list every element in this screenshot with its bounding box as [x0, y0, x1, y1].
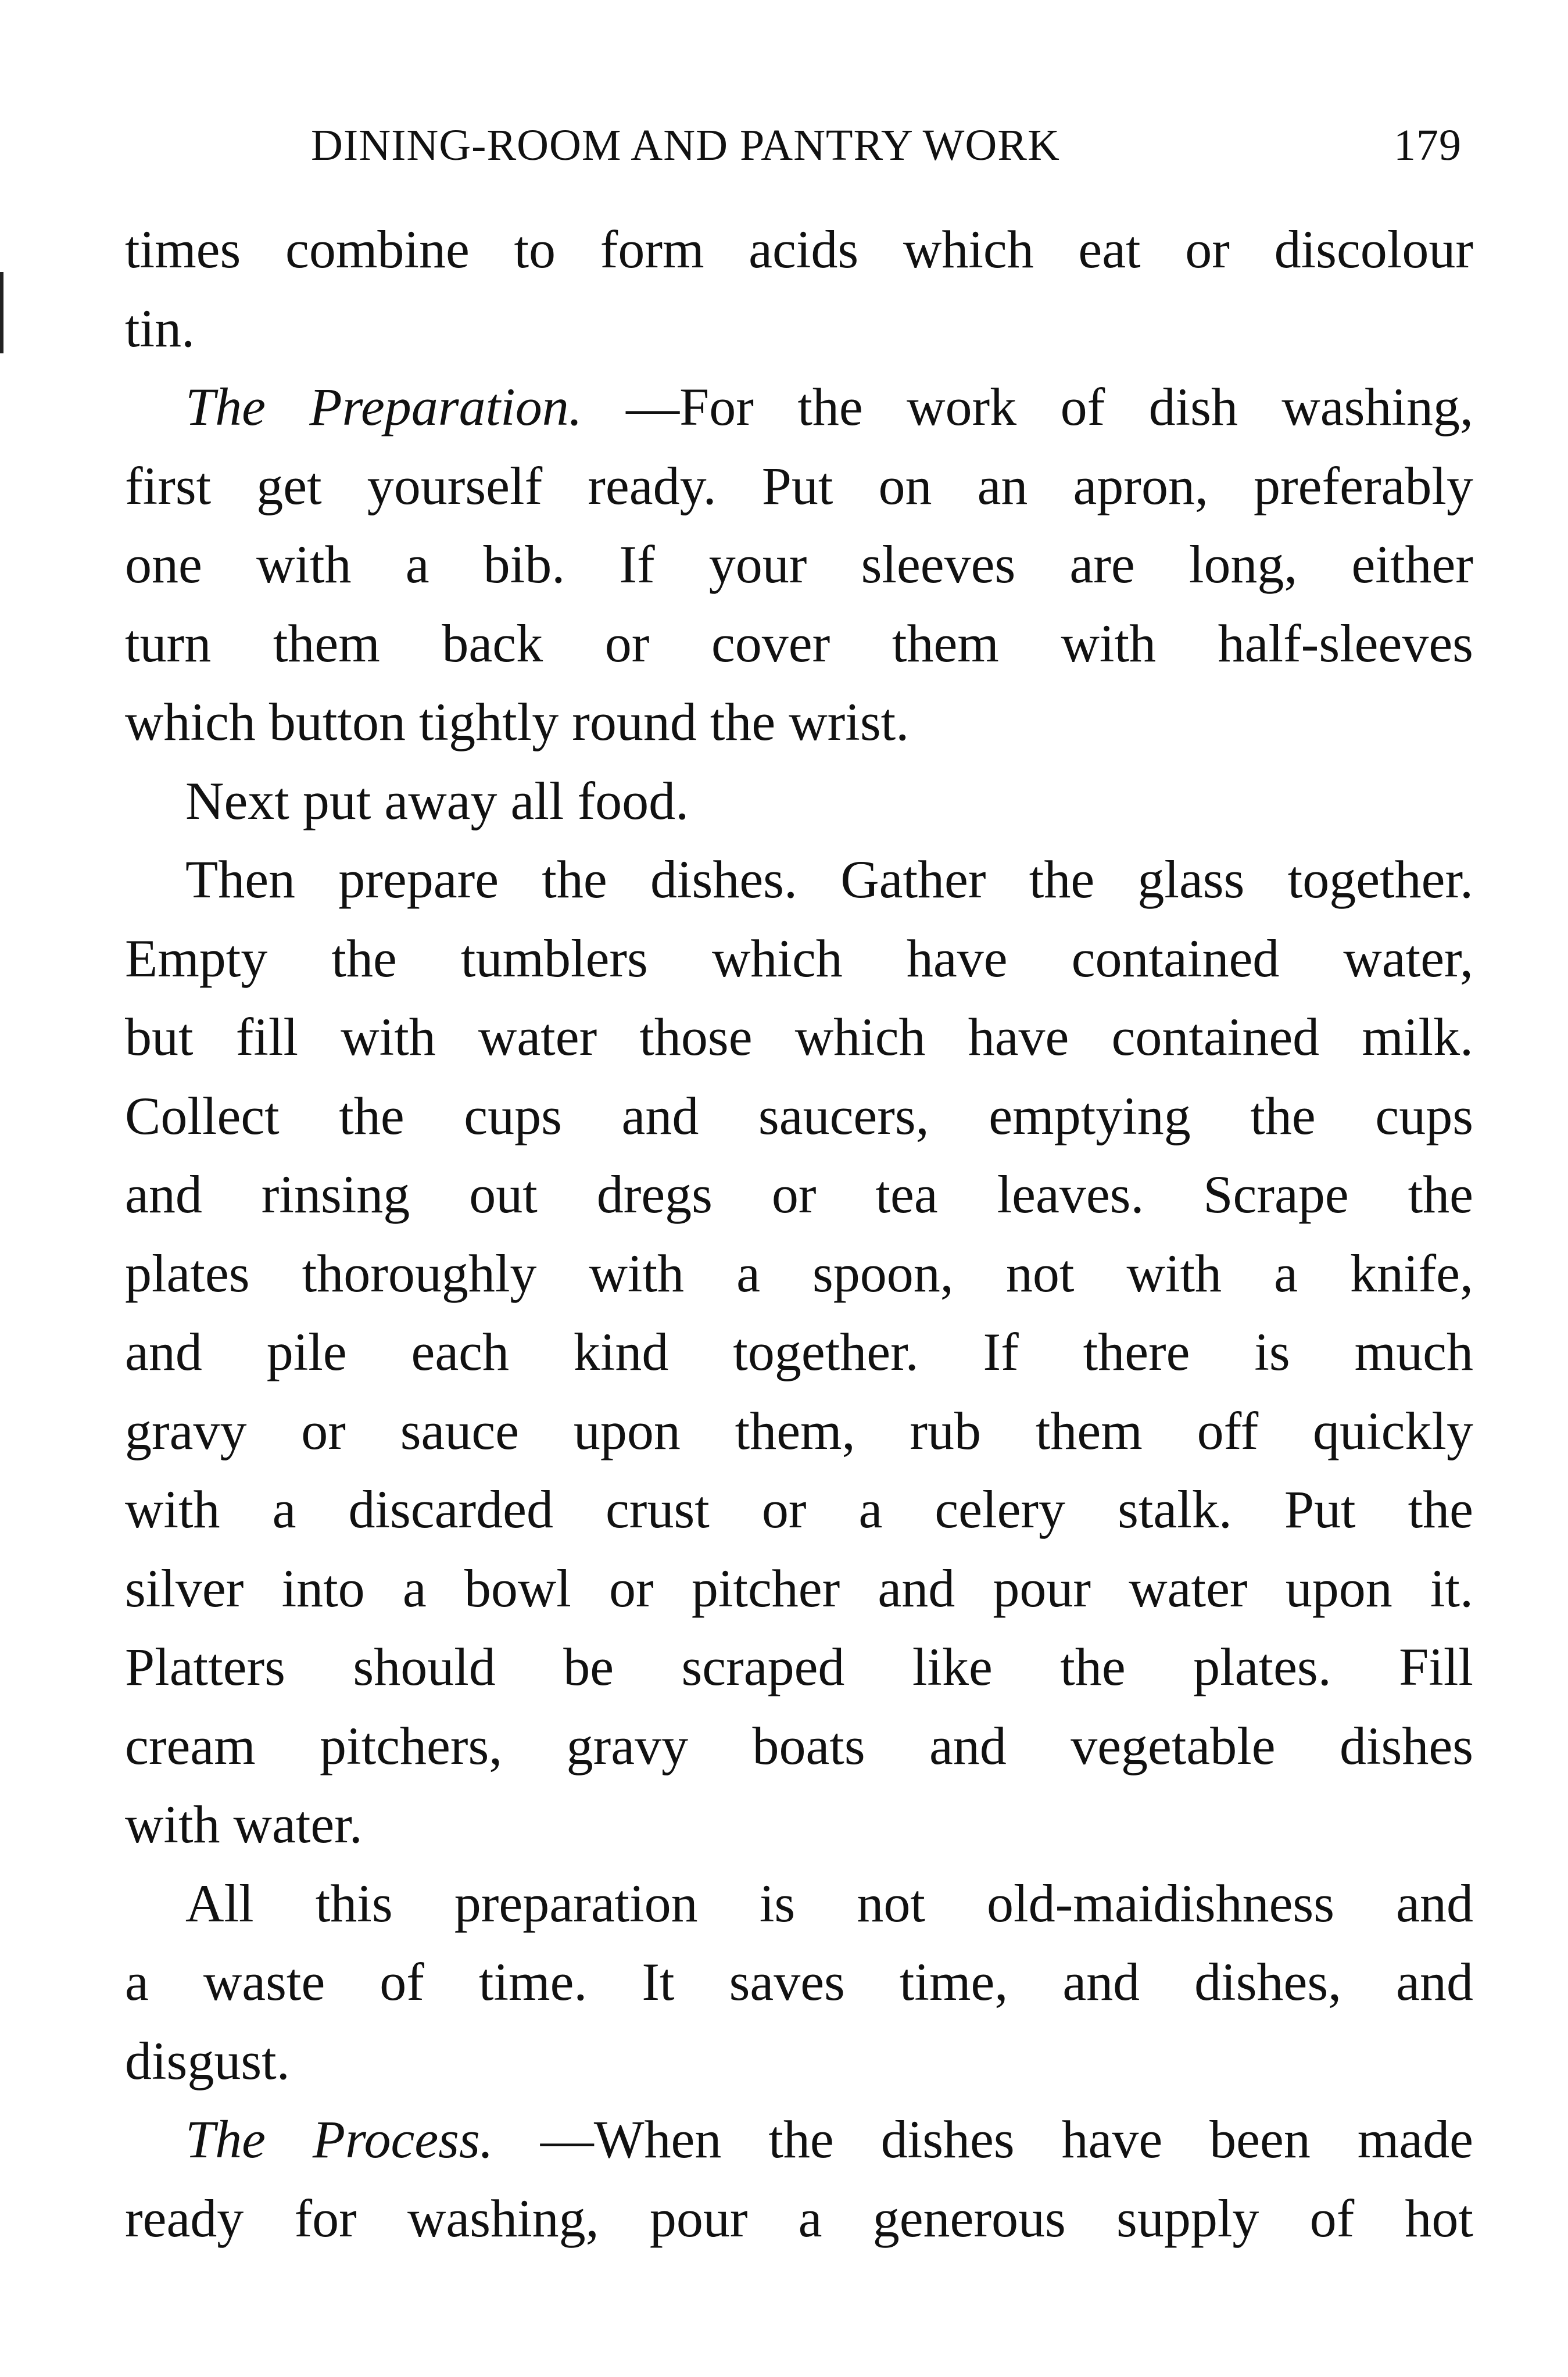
text-line: Next put away all food.	[185, 771, 689, 830]
text-line: which button tightly round the wrist.	[125, 692, 910, 751]
text-line: cream pitchers, gravy boats and vegetable dishes	[125, 1716, 1473, 1775]
text-line: and pile each kind together. If there is much	[125, 1322, 1473, 1381]
paragraph-1	[125, 210, 1473, 368]
paragraph-4	[125, 840, 1473, 1864]
text-line: ready for washing, pour a generous supply of hot	[125, 2188, 1473, 2248]
text-line: disgust.	[125, 2031, 290, 2090]
text-line: All this preparation is not old-maidishness and	[185, 1873, 1473, 1933]
scan-margin-mark	[0, 272, 3, 353]
text-line: turn them back or cover them with half-sleeves	[125, 613, 1473, 673]
text-line	[125, 368, 1473, 447]
text-line: Platters should be scraped like the plates. Fill	[125, 1637, 1473, 1696]
paragraph-preparation	[125, 368, 1473, 762]
text-line: times combine to form acids which eat or discolour	[125, 220, 1473, 279]
page-number: 179	[1394, 121, 1462, 170]
section-heading-process: The Process.	[185, 2110, 493, 2169]
section-heading-preparation: The Preparation.	[185, 377, 582, 436]
text-line: with a discarded crust or a celery stalk. Put the	[125, 1480, 1473, 1539]
text-line: Empty the tumblers which have contained water,	[125, 928, 1473, 988]
body-text	[125, 210, 1473, 2258]
text-line: one with a bib. If your sleeves are long, either	[125, 535, 1473, 594]
paragraph-5	[125, 1864, 1473, 2101]
text-line: with water.	[125, 1795, 363, 1854]
running-header	[125, 113, 1473, 177]
text-line: first get yourself ready. Put on an apron, preferably	[125, 456, 1473, 516]
paragraph-3	[125, 762, 1473, 841]
text-line: silver into a bowl or pitcher and pour water upon it.	[125, 1558, 1473, 1618]
text-run: —When the dishes have been made	[493, 2110, 1473, 2169]
text-line: plates thoroughly with a spoon, not with a knife,	[125, 1243, 1473, 1303]
text-line: Then prepare the dishes. Gather the glass together.	[185, 850, 1473, 909]
text-line: Collect the cups and saucers, emptying the cups	[125, 1086, 1473, 1145]
text-line: gravy or sauce upon them, rub them off quickly	[125, 1401, 1473, 1460]
text-line	[125, 2100, 1473, 2179]
running-title: DINING-ROOM AND PANTRY WORK	[311, 121, 1060, 170]
text-line: a waste of time. It saves time, and dishes, and	[125, 1952, 1473, 2011]
text-run: —For the work of dish washing,	[582, 377, 1473, 436]
text-line: tin.	[125, 298, 195, 358]
text-line: but fill with water those which have contained milk.	[125, 1007, 1473, 1066]
paragraph-process	[125, 2100, 1473, 2258]
text-line: and rinsing out dregs or tea leaves. Scrape the	[125, 1165, 1473, 1224]
